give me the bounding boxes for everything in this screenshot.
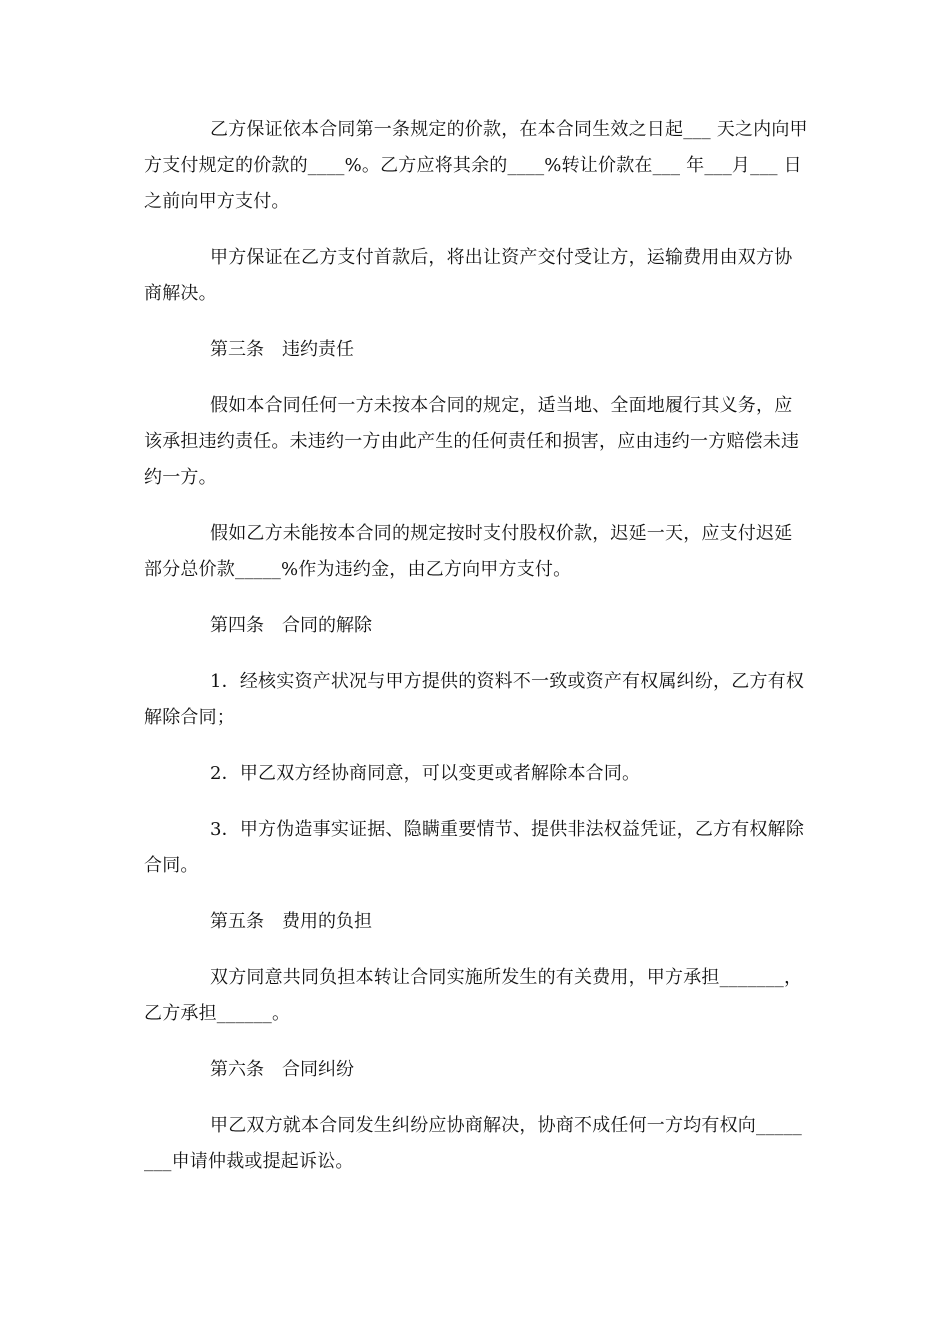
termination-item-1: 1．经核实资产状况与甲方提供的资料不一致或资产有权属纠纷，乙方有权解除合同； xyxy=(144,671,805,728)
article-6-heading: 第六条 合同纠纷 xyxy=(210,1059,354,1080)
article-5-heading: 第五条 费用的负担 xyxy=(210,911,372,932)
late-payment-paragraph: 假如乙方未能按本合同的规定按时支付股权价款，迟延一天，应支付迟延部分总价款_____%作为违约金，由乙方向甲方支付。 xyxy=(144,523,793,580)
article-4-heading: 第四条 合同的解除 xyxy=(210,615,372,636)
document-body xyxy=(144,112,808,1200)
termination-item-3: 3．甲方伪造事实证据、隐瞒重要情节、提供非法权益凭证，乙方有权解除合同。 xyxy=(144,819,805,876)
termination-item-2: 2．甲乙双方经协商同意，可以变更或者解除本合同。 xyxy=(210,763,641,784)
article-3-heading: 第三条 违约责任 xyxy=(210,339,354,360)
payment-terms-paragraph: 乙方保证依本合同第一条规定的价款，在本合同生效之日起___ 天之内向甲方支付规定的价款的____%。乙方应将其余的____%转让价款在___ 年___月___ 日之前向甲方支付。 xyxy=(144,119,808,212)
expense-paragraph: 双方同意共同负担本转让合同实施所发生的有关费用，甲方承担_______，乙方承担______。 xyxy=(144,967,803,1024)
breach-liability-paragraph: 假如本合同任何一方未按本合同的规定，适当地、全面地履行其义务，应该承担违约责任。未违约一方由此产生的任何责任和损害，应由违约一方赔偿未违约一方。 xyxy=(144,395,800,488)
dispute-paragraph: 甲乙双方就本合同发生纠纷应协商解决，协商不成任何一方均有权向________申请仲裁或提起诉讼。 xyxy=(144,1115,802,1172)
delivery-paragraph: 甲方保证在乙方支付首款后，将出让资产交付受让方，运输费用由双方协商解决。 xyxy=(144,247,793,304)
